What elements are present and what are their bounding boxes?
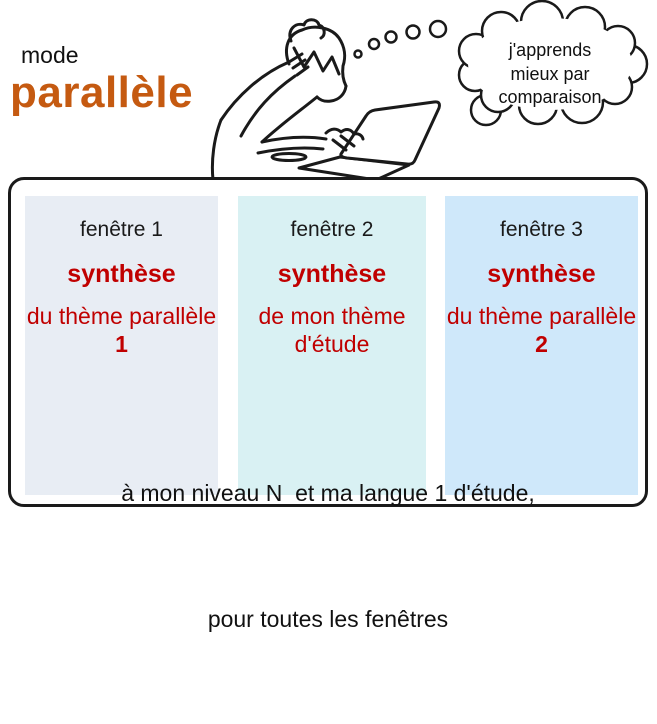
thought-trail-icon	[355, 21, 447, 58]
page-title: parallèle	[10, 68, 194, 117]
thought-bubble	[448, 4, 657, 144]
window-2-theme-line2: d'étude	[294, 331, 370, 357]
thought-bubble-line-3: comparaison	[498, 87, 602, 107]
window-3-title: fenêtre 3	[500, 218, 583, 241]
windows-board	[8, 177, 648, 632]
thought-bubble-line-2: mieux par	[510, 64, 590, 84]
thought-bubble-line-1: j'apprends	[508, 40, 592, 60]
window-3-theme: du thème parallèle	[446, 303, 637, 329]
window-1-synthese: synthèse	[67, 260, 176, 288]
board-footer-line-1: à mon niveau N et ma langue 1 d'étude,	[121, 480, 535, 506]
window-3-theme-number: 2	[535, 331, 548, 357]
window-1-theme-number: 1	[115, 331, 128, 357]
window-1-title: fenêtre 1	[80, 218, 163, 241]
window-2-theme: de mon thème	[258, 303, 406, 329]
board-footer-line-2: pour toutes les fenêtres	[207, 606, 449, 632]
window-3-synthese: synthèse	[487, 260, 596, 288]
window-2-synthese: synthèse	[277, 260, 387, 288]
window-2-title: fenêtre 2	[290, 218, 374, 241]
board-footer	[11, 388, 645, 724]
mode-label: mode	[21, 42, 79, 68]
window-1-theme: du thème parallèle	[26, 303, 217, 329]
